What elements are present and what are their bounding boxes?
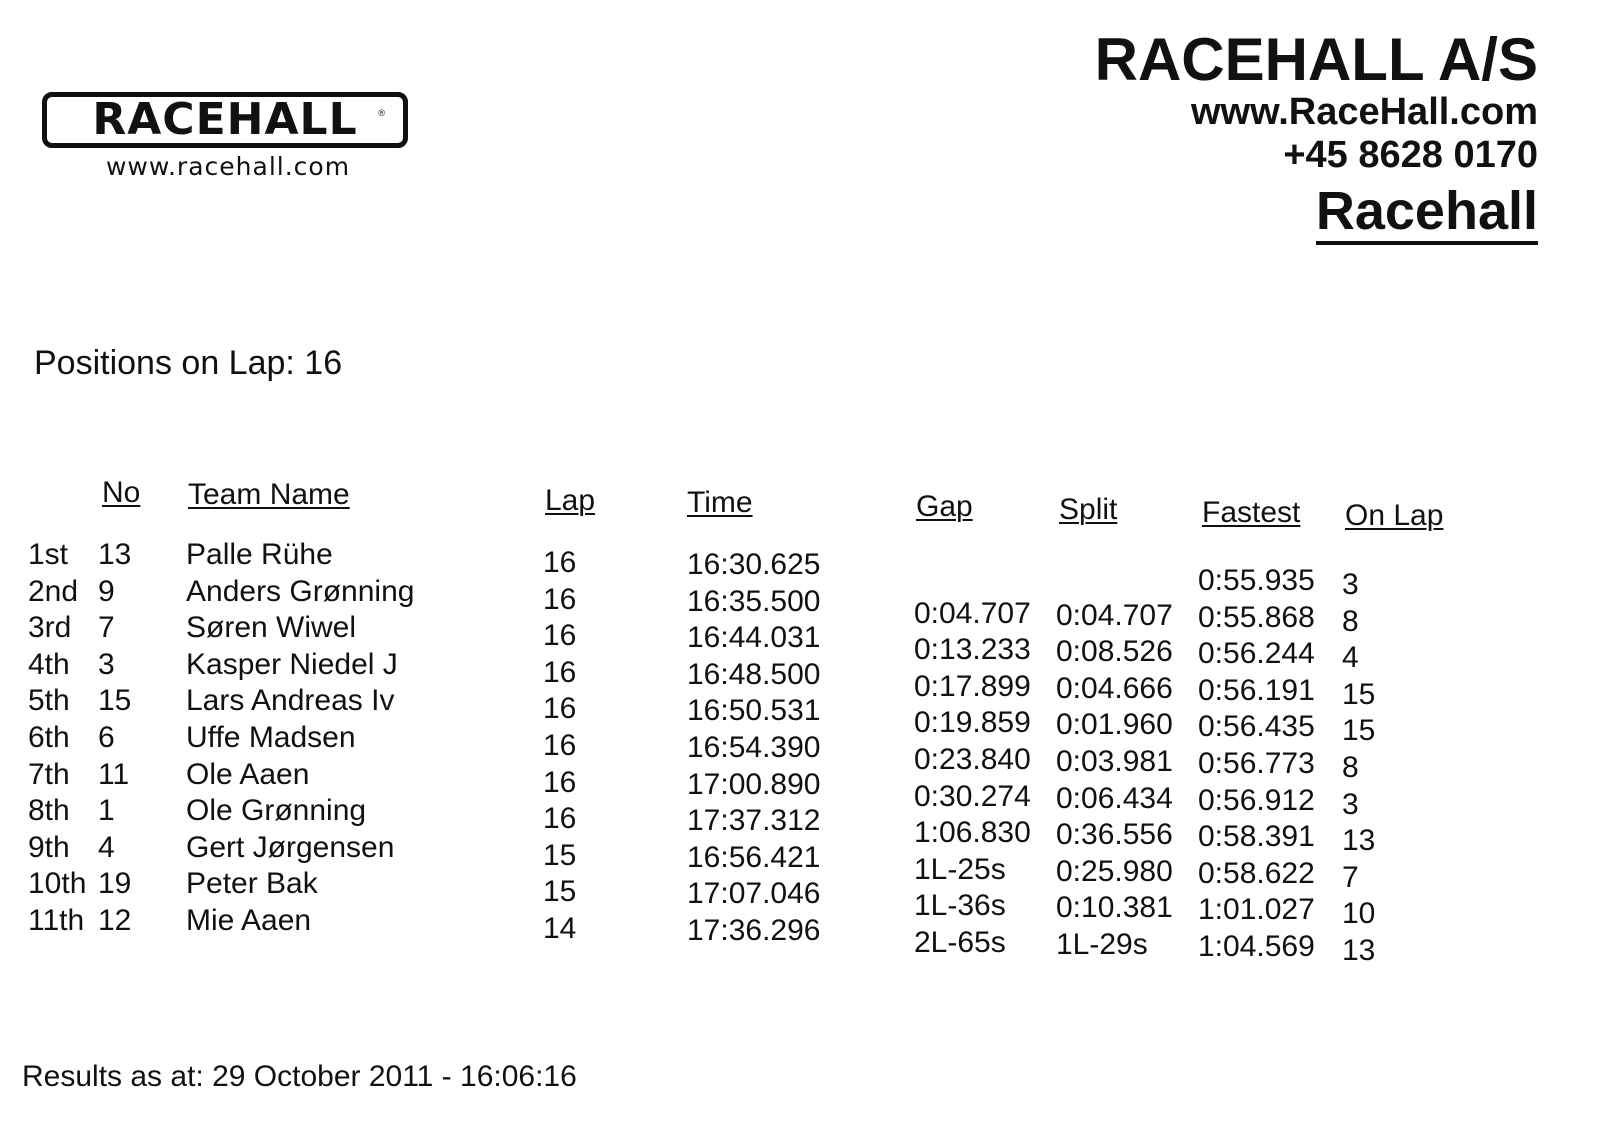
cell-time: 16:54.390 [687, 731, 821, 764]
cell-gap: 0:17.899 [914, 670, 1031, 703]
cell-lap: 16 [543, 692, 577, 725]
cell-pos: 5th [28, 684, 70, 717]
cell-team: Peter Bak [186, 867, 318, 900]
registered-mark-icon: ® [378, 108, 385, 118]
cell-split: 1L-29s [1056, 928, 1148, 961]
cell-pos: 4th [28, 648, 70, 681]
header-gap: Gap [916, 490, 973, 523]
cell-lap: 15 [543, 839, 577, 872]
cell-lap: 16 [543, 656, 577, 689]
cell-team: Ole Aaen [186, 758, 310, 791]
cell-gap: 0:13.233 [914, 633, 1031, 666]
cell-no: 13 [98, 538, 132, 571]
cell-pos: 3rd [28, 611, 72, 644]
header-team-name: Team Name [188, 478, 350, 511]
cell-gap: 0:19.859 [914, 706, 1031, 739]
cell-split: 0:04.666 [1056, 672, 1173, 705]
company-header [1095, 28, 1538, 245]
cell-no: 1 [98, 794, 115, 827]
company-phone: +45 8628 0170 [1283, 133, 1538, 176]
cell-on-lap: 15 [1342, 678, 1376, 711]
cell-time: 17:07.046 [687, 877, 821, 910]
cell-pos: 7th [28, 758, 70, 791]
cell-time: 17:00.890 [687, 768, 821, 801]
cell-gap: 2L-65s [914, 926, 1006, 959]
cell-no: 6 [98, 721, 115, 754]
cell-time: 16:30.625 [687, 548, 821, 581]
cell-lap: 16 [543, 729, 577, 762]
cell-no: 15 [98, 684, 132, 717]
cell-team: Palle Rühe [186, 538, 333, 571]
cell-time: 16:48.500 [687, 658, 821, 691]
cell-on-lap: 13 [1342, 934, 1376, 967]
cell-split: 0:04.707 [1056, 599, 1173, 632]
cell-lap: 16 [543, 583, 577, 616]
cell-no: 11 [98, 758, 130, 791]
logo-wordmark: RACEHALL [92, 94, 358, 145]
cell-lap: 15 [543, 875, 577, 908]
cell-pos: 11th [28, 904, 85, 937]
company-subtitle: Racehall [1316, 182, 1538, 245]
cell-time: 16:56.421 [687, 841, 821, 874]
cell-on-lap: 3 [1342, 568, 1359, 601]
cell-team: Anders Grønning [186, 575, 415, 608]
cell-lap: 14 [543, 912, 577, 945]
cell-split: 0:01.960 [1056, 708, 1173, 741]
cell-pos: 2nd [28, 575, 79, 608]
cell-no: 4 [98, 831, 115, 864]
cell-no: 9 [98, 575, 115, 608]
cell-no: 7 [98, 611, 115, 644]
header-no: No [102, 476, 141, 509]
cell-pos: 6th [28, 721, 70, 754]
header-split: Split [1059, 493, 1118, 526]
cell-fastest: 0:56.191 [1198, 674, 1315, 707]
cell-split: 0:03.981 [1056, 745, 1173, 778]
cell-gap: 1L-25s [914, 853, 1006, 886]
cell-fastest: 0:56.244 [1198, 637, 1315, 670]
cell-fastest: 1:04.569 [1198, 930, 1315, 963]
cell-team: Lars Andreas Iv [186, 684, 395, 717]
header-time: Time [687, 486, 753, 519]
cell-fastest: 0:58.391 [1198, 820, 1315, 853]
cell-pos: 8th [28, 794, 70, 827]
cell-time: 17:36.296 [687, 914, 821, 947]
cell-fastest: 1:01.027 [1198, 893, 1315, 926]
cell-no: 3 [98, 648, 115, 681]
cell-lap: 16 [543, 802, 577, 835]
cell-on-lap: 3 [1342, 788, 1359, 821]
cell-fastest: 0:55.935 [1198, 564, 1315, 597]
cell-time: 16:35.500 [687, 585, 821, 618]
results-timestamp: Results as at: 29 October 2011 - 16:06:16 [22, 1060, 577, 1093]
logo-url: www.racehall.com [105, 152, 351, 181]
cell-no: 12 [98, 904, 132, 937]
cell-fastest: 0:55.868 [1198, 601, 1315, 634]
cell-time: 17:37.312 [687, 804, 821, 837]
cell-gap: 1L-36s [914, 889, 1006, 922]
header-on-lap: On Lap [1345, 499, 1444, 532]
cell-no: 19 [98, 867, 132, 900]
cell-team: Gert Jørgensen [186, 831, 395, 864]
cell-team: Søren Wiwel [186, 611, 357, 644]
cell-on-lap: 10 [1342, 897, 1376, 930]
cell-fastest: 0:56.912 [1198, 784, 1315, 817]
company-name: RACEHALL A/S [1094, 26, 1538, 93]
cell-gap: 1:06.830 [914, 816, 1031, 849]
cell-on-lap: 13 [1342, 824, 1376, 857]
cell-time: 16:44.031 [687, 621, 821, 654]
cell-on-lap: 8 [1342, 605, 1359, 638]
cell-on-lap: 7 [1342, 861, 1359, 894]
cell-on-lap: 4 [1342, 641, 1359, 674]
cell-lap: 16 [543, 619, 577, 652]
cell-gap: 0:04.707 [914, 597, 1031, 630]
header-fastest: Fastest [1202, 496, 1301, 529]
cell-on-lap: 8 [1342, 751, 1359, 784]
logo-frame [42, 92, 408, 148]
header-lap: Lap [545, 484, 596, 517]
racehall-logo [42, 92, 414, 181]
positions-title: Positions on Lap: 16 [34, 344, 343, 382]
cell-lap: 16 [543, 546, 577, 579]
cell-team: Kasper Niedel J [186, 648, 398, 681]
cell-gap: 0:30.274 [914, 780, 1031, 813]
cell-split: 0:36.556 [1056, 818, 1173, 851]
cell-team: Ole Grønning [186, 794, 367, 827]
cell-fastest: 0:58.622 [1198, 857, 1315, 890]
cell-fastest: 0:56.773 [1198, 747, 1315, 780]
cell-pos: 10th [28, 867, 87, 900]
cell-time: 16:50.531 [687, 694, 821, 727]
cell-pos: 9th [28, 831, 70, 864]
cell-team: Mie Aaen [186, 904, 312, 937]
cell-team: Uffe Madsen [186, 721, 356, 754]
cell-gap: 0:23.840 [914, 743, 1031, 776]
company-website: www.RaceHall.com [1190, 91, 1538, 133]
cell-fastest: 0:56.435 [1198, 710, 1315, 743]
cell-split: 0:25.980 [1056, 855, 1173, 888]
cell-split: 0:08.526 [1056, 635, 1173, 668]
cell-pos: 1st [28, 538, 69, 571]
cell-lap: 16 [543, 766, 577, 799]
cell-on-lap: 15 [1342, 714, 1376, 747]
cell-split: 0:06.434 [1056, 782, 1173, 815]
cell-split: 0:10.381 [1056, 891, 1173, 924]
